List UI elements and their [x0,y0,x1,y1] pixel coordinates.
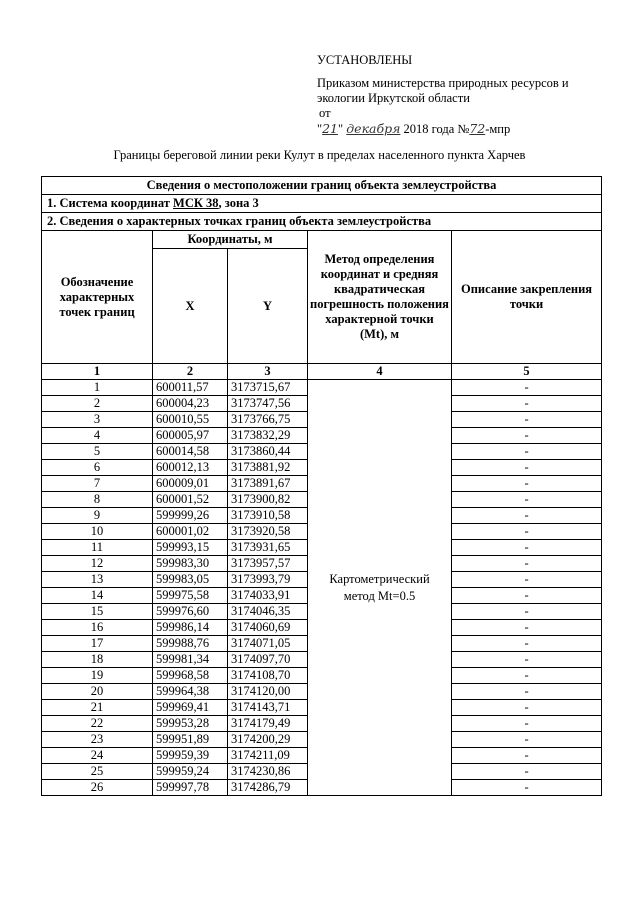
point-number: 13 [42,572,153,588]
coord-x: 599981,34 [153,652,228,668]
document-title: Границы береговой линии реки Кулут в пределах населенного пункта Харчев [113,148,526,162]
col-number-4: 4 [308,364,452,380]
order-suffix: -мпр [485,122,511,136]
coord-y: 3173860,44 [228,444,308,460]
col-x-header: X [153,249,228,364]
coord-x: 599983,30 [153,556,228,572]
coord-x: 599953,28 [153,716,228,732]
point-description: - [452,524,602,540]
table-heading: Сведения о местоположении границ объекта землеустройства [42,177,602,195]
coord-y: 3173747,56 [228,396,308,412]
point-number: 25 [42,764,153,780]
coord-x: 599975,58 [153,588,228,604]
coord-x: 600001,52 [153,492,228,508]
coord-x: 599969,41 [153,700,228,716]
col-number-2: 2 [153,364,228,380]
point-description: - [452,668,602,684]
method-value: Картометрический метод Mt=0.5 [308,380,452,796]
col-method-header: Метод определения координат и средняя квадратическая погрешность положения характерной точки (Mt), м [308,231,452,364]
handwritten-month: декабря [346,121,401,136]
point-description: - [452,780,602,796]
point-description: - [452,428,602,444]
coord-x: 600012,13 [153,460,228,476]
coord-y: 3173832,29 [228,428,308,444]
coord-y: 3174120,00 [228,684,308,700]
coord-x: 599976,60 [153,604,228,620]
point-description: - [452,380,602,396]
approval-order-line2: экологии Иркутской области [317,91,470,105]
handwritten-day: 21 [322,121,339,136]
coord-x: 599999,26 [153,508,228,524]
point-description: - [452,444,602,460]
coord-y: 3174179,49 [228,716,308,732]
coord-x: 600001,02 [153,524,228,540]
section1-prefix: 1. Система координат [47,196,174,210]
coord-y: 3174046,35 [228,604,308,620]
coord-x: 599964,38 [153,684,228,700]
point-description: - [452,556,602,572]
point-description: - [452,636,602,652]
coord-y: 3173766,75 [228,412,308,428]
point-number: 9 [42,508,153,524]
point-number: 8 [42,492,153,508]
coord-y: 3173931,65 [228,540,308,556]
coord-x: 599959,24 [153,764,228,780]
point-description: - [452,684,602,700]
point-description: - [452,700,602,716]
coord-x: 599993,15 [153,540,228,556]
point-description: - [452,716,602,732]
point-number: 23 [42,732,153,748]
point-number: 18 [42,652,153,668]
coord-y: 3173957,57 [228,556,308,572]
section-coordinate-system [42,195,602,213]
coord-y: 3173715,67 [228,380,308,396]
coord-y: 3174060,69 [228,620,308,636]
col-designation-header: Обозначение характерных точек границ [42,231,153,364]
point-number: 7 [42,476,153,492]
section1-underlined: МСК 38 [173,196,219,210]
table-row [42,380,602,396]
col-y-header: Y [228,249,308,364]
coord-x: 599968,58 [153,668,228,684]
col-number-5: 5 [452,364,602,380]
handwritten-number: 72 [469,121,486,136]
coord-y: 3174108,70 [228,668,308,684]
col-number-1: 1 [42,364,153,380]
boundary-table [41,176,602,796]
point-number: 26 [42,780,153,796]
point-number: 3 [42,412,153,428]
point-description: - [452,652,602,668]
coord-y: 3174211,09 [228,748,308,764]
point-number: 5 [42,444,153,460]
point-number: 17 [42,636,153,652]
section1-suffix: , зона 3 [218,196,259,210]
point-number: 6 [42,460,153,476]
coord-x: 600004,23 [153,396,228,412]
coord-y: 3173900,82 [228,492,308,508]
coord-y: 3173891,67 [228,476,308,492]
coord-y: 3173920,58 [228,524,308,540]
point-number: 14 [42,588,153,604]
point-number: 20 [42,684,153,700]
point-number: 16 [42,620,153,636]
coord-x: 600009,01 [153,476,228,492]
coord-y: 3174033,91 [228,588,308,604]
point-description: - [452,396,602,412]
coord-y: 3174071,05 [228,636,308,652]
point-description: - [452,604,602,620]
section-characteristic-points: 2. Сведения о характерных точках границ объекта землеустройства [42,213,602,231]
coord-y: 3173993,79 [228,572,308,588]
approval-date-line [317,121,617,137]
point-description: - [452,572,602,588]
quote-open: " [317,122,323,136]
coord-y: 3174200,29 [228,732,308,748]
coord-x: 600005,97 [153,428,228,444]
point-description: - [452,764,602,780]
coord-x: 599988,76 [153,636,228,652]
point-number: 4 [42,428,153,444]
coord-x: 599951,89 [153,732,228,748]
quote-close: " [338,122,344,136]
coord-x: 599959,39 [153,748,228,764]
coord-y: 3174286,79 [228,780,308,796]
point-number: 22 [42,716,153,732]
coord-y: 3173910,58 [228,508,308,524]
coord-y: 3174143,71 [228,700,308,716]
point-description: - [452,620,602,636]
point-number: 12 [42,556,153,572]
approval-title: УСТАНОВЛЕНЫ [317,53,413,67]
coord-x: 599986,14 [153,620,228,636]
point-number: 11 [42,540,153,556]
point-description: - [452,540,602,556]
point-number: 21 [42,700,153,716]
approval-block [317,53,617,137]
coord-y: 3174230,86 [228,764,308,780]
col-description-header: Описание закрепления точки [452,231,602,364]
approval-from: от [319,106,331,120]
coord-x: 599997,78 [153,780,228,796]
point-description: - [452,748,602,764]
col-coords-header: Координаты, м [153,231,308,249]
point-number: 10 [42,524,153,540]
point-number: 24 [42,748,153,764]
point-number: 2 [42,396,153,412]
coord-x: 600011,57 [153,380,228,396]
point-description: - [452,460,602,476]
point-number: 19 [42,668,153,684]
point-description: - [452,508,602,524]
year-text: 2018 года № [403,122,470,136]
coord-x: 599983,05 [153,572,228,588]
approval-order-line1: Приказом министерства природных ресурсов и [317,76,569,90]
coord-x: 600010,55 [153,412,228,428]
point-description: - [452,412,602,428]
point-description: - [452,732,602,748]
col-number-3: 3 [228,364,308,380]
coord-x: 600014,58 [153,444,228,460]
point-number: 15 [42,604,153,620]
coord-y: 3174097,70 [228,652,308,668]
point-description: - [452,476,602,492]
coord-y: 3173881,92 [228,460,308,476]
point-description: - [452,588,602,604]
point-description: - [452,492,602,508]
point-number: 1 [42,380,153,396]
